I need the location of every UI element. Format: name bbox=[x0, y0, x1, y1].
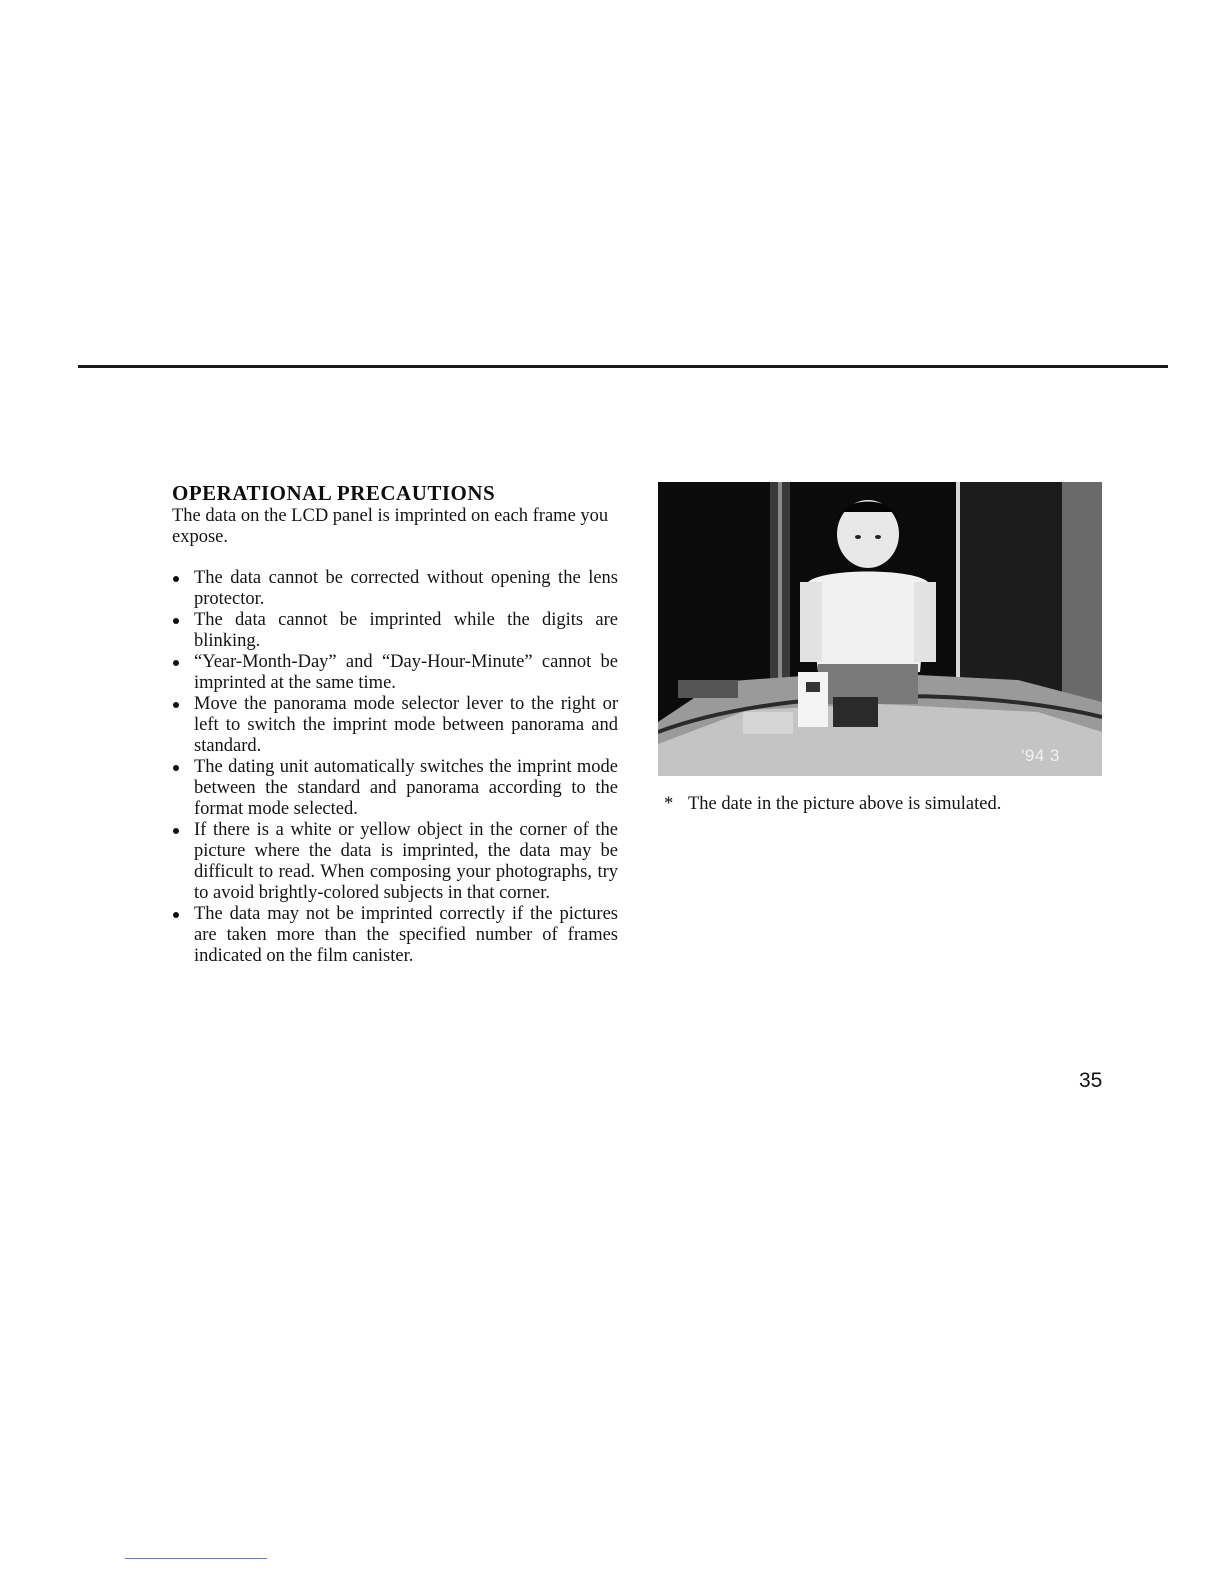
list-item bbox=[172, 694, 618, 757]
list-item-text: “Year-Month-Day” and “Day-Hour-Minute” cannot be imprinted at the same time. bbox=[194, 652, 618, 693]
bullet-icon bbox=[173, 765, 179, 771]
list-item bbox=[172, 568, 618, 610]
bullet-icon bbox=[173, 576, 179, 582]
list-item bbox=[172, 904, 618, 967]
top-rule bbox=[78, 365, 1168, 368]
page-number: 35 bbox=[1079, 1069, 1103, 1092]
text-column bbox=[172, 480, 618, 967]
asterisk-marker: * bbox=[664, 794, 674, 814]
list-item-text: The data cannot be imprinted while the digits are blinking. bbox=[194, 610, 618, 651]
list-item bbox=[172, 652, 618, 694]
list-item bbox=[172, 757, 618, 820]
list-item-text: Move the panorama mode selector lever to the right or left to switch the imprint mode between panorama and standard. bbox=[194, 694, 618, 756]
bullet-icon bbox=[173, 912, 179, 918]
list-item-text: The data may not be imprinted correctly if the pictures are taken more than the specified number of frames indicated on the film canister. bbox=[194, 904, 618, 966]
photo-caption bbox=[664, 793, 1104, 815]
sample-photo bbox=[658, 482, 1102, 776]
precautions-list bbox=[172, 568, 618, 967]
list-item-text: If there is a white or yellow object in the corner of the picture where the data is imprinted, the data may be difficult to read. When composing your photographs, try to avoid brightly-colored subjects in that corner. bbox=[194, 820, 618, 903]
bullet-icon bbox=[173, 828, 179, 834]
intro-paragraph: The data on the LCD panel is imprinted on each frame you expose. bbox=[172, 506, 609, 547]
list-item bbox=[172, 820, 618, 904]
list-item bbox=[172, 610, 618, 652]
section-title: OPERATIONAL PRECAUTIONS bbox=[172, 481, 496, 505]
date-stamp: '94 3 bbox=[1021, 746, 1060, 765]
bottom-rule bbox=[125, 1558, 267, 1559]
caption-text: The date in the picture above is simulated. bbox=[688, 794, 1002, 814]
list-item-text: The dating unit automatically switches the imprint mode between the standard and panorama according to the format mode selected. bbox=[194, 757, 618, 819]
bullet-icon bbox=[173, 660, 179, 666]
bullet-icon bbox=[173, 618, 179, 624]
bullet-icon bbox=[173, 702, 179, 708]
photo-illustration bbox=[658, 482, 1102, 776]
list-item-text: The data cannot be corrected without opening the lens protector. bbox=[194, 568, 618, 609]
